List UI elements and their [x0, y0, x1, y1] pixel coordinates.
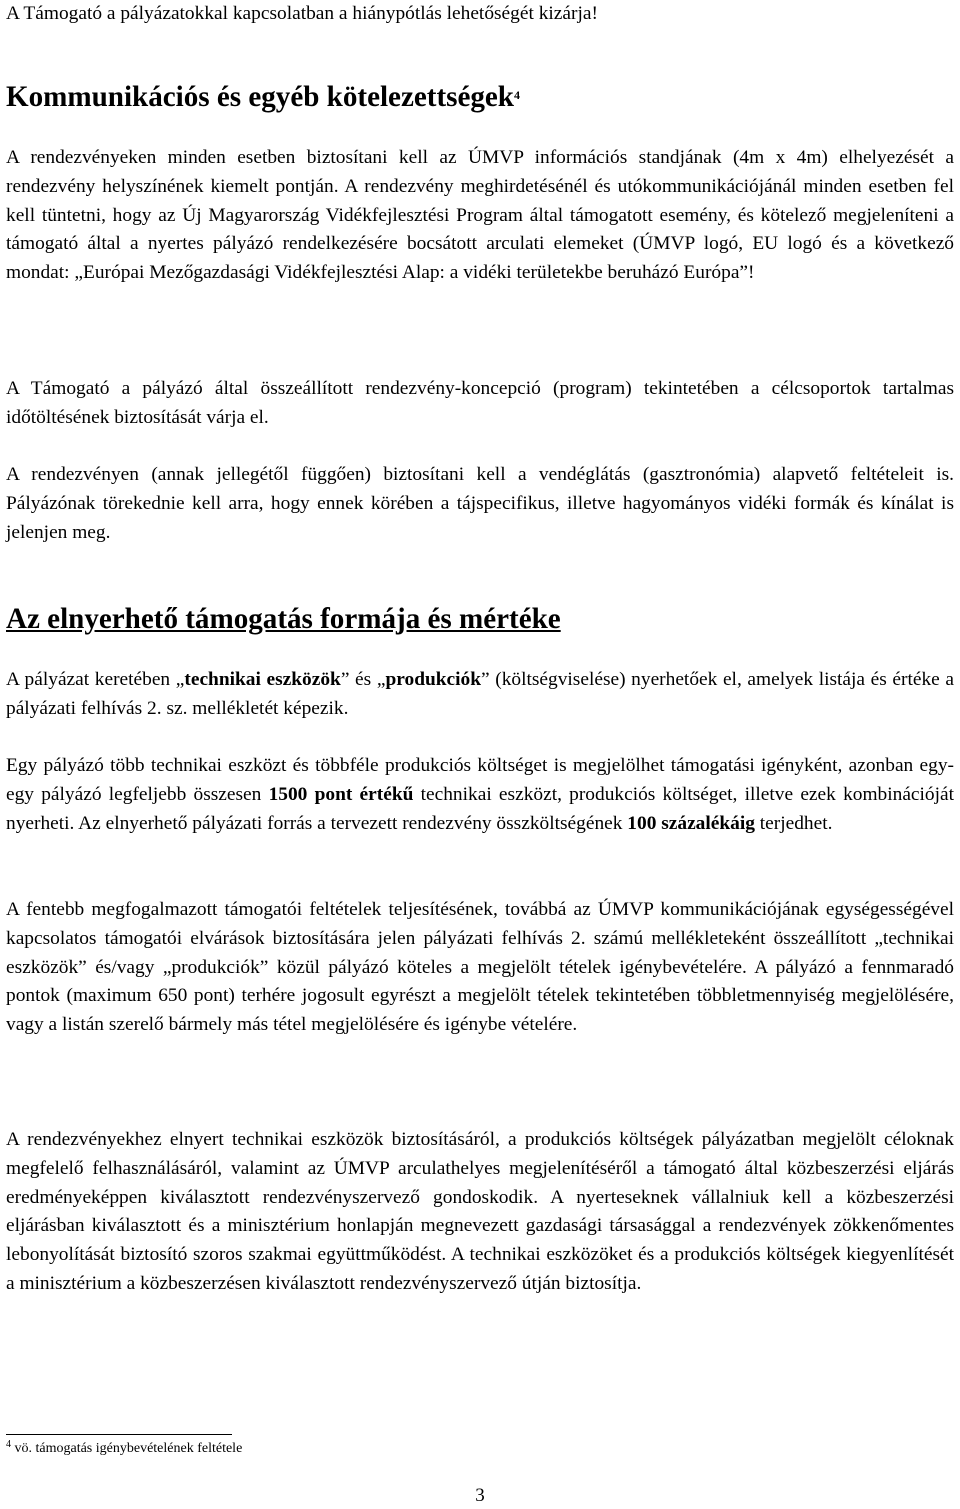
paragraph-eligible-items [6, 666, 954, 724]
text-run: A pályázat keretében „ [6, 669, 185, 690]
paragraph-requirements: A fentebb megfogalmazott támogatói feltételek teljesítésének, továbbá az ÚMVP kommunikációjának egységességével kapcsolatos támogatói elvárások biztosítására jelen pályázati felhívás 2. számú mellékleteként összeállított „technikai eszközök” és/vagy „produkciók” közül pályázó köteles a megjelölt tételek igénybevételére. A pályázó a fennmaradó pontok (maximum 650 pont) terhére jogosult egyrészt a megjelölt tételek tekintetében többletmennyiség megjelölésére, vagy a listán szerelő bármely más tétel megjelölésére és igénybe vételére. [6, 899, 954, 1036]
bold-technical-devices: technikai eszközök [184, 669, 341, 690]
footnote-text: vö. támogatás igénybevételének feltétele [11, 1441, 243, 1456]
paragraph-organizer: A rendezvényekhez elnyert technikai eszközök biztosításáról, a produkciós költségek pályázatban megjelölt céloknak megfelelő felhasználásáról, valamint az ÚMVP arculathelyes megjelenítéséről a támogató által közbeszerzési eljárás eredményeképpen kiválasztott rendezvényszervező gondoskodik. A nyerteseknek vállalniuk kell a közbeszerzési eljárásban kiválasztott és a minisztérium honlapján megnevezett gazdasági társasággal a rendezvények zökkenőmentes lebonyolítását biztosító szoros szakmai együttműködést. A technikai eszközöket és a produkciós költségek kiegyenlítését a minisztérium a közbeszerzésen kiválasztott rendezvényszervező útján biztosítja. [6, 1129, 954, 1294]
bold-percentage: 100 százalékáig [627, 812, 755, 834]
footnote-number: 4 [6, 1439, 11, 1450]
paragraph-catering: A rendezvényen (annak jellegétől függően) biztosítani kell a vendéglátás (gasztronómia) alapvető feltételeit is. Pályázónak törekednie kell arra, hogy ennek körében a tájspecifikus, illetve hagyományos vidéki formák és kínálat is jelenjen meg. [6, 464, 954, 543]
intro-line: A Támogató a pályázatokkal kapcsolatban a hiánypótlás lehetőségét kizárja! [6, 3, 598, 24]
paragraph-program: A Támogató a pályázó által összeállított rendezvény-koncepció (program) tekintetében a célcsoportok tartalmas időtöltésének biztosítását várja el. [6, 378, 954, 428]
text-run: terjedhet. [754, 812, 833, 834]
section-heading-support: Az elnyerhető támogatás formája és mértéke [6, 603, 561, 635]
text-run: Egy pályázó több technikai eszközt és többféle produkciós költséget is megjelölhet támogatási igényként, azonban egy-egy pályázó legfeljebb összesen [6, 755, 954, 805]
footnote-separator [6, 1434, 232, 1435]
footnote-reference: 4 [513, 88, 520, 102]
section-heading-communication [6, 83, 954, 112]
bold-productions: produkciók [385, 669, 482, 690]
paragraph-points-limit [6, 752, 954, 838]
page-number: 3 [475, 1485, 485, 1506]
text-run: technikai eszközt, produkciós költséget, illetve ezek kombinációját nyerheti. Az elnyerhető pályázati forrás a tervezett rendezvény összköltségének [6, 783, 954, 834]
text-run: ” (költségviselése) nyerhetőek el, amelyek listája és értéke a pályázati felhívás 2. sz. mellékletét képezik. [6, 669, 955, 719]
footnote [6, 1440, 242, 1458]
section-heading-text: Kommunikációs és egyéb kötelezettségek [6, 81, 514, 113]
bold-points-value: 1500 pont értékű [268, 783, 414, 805]
paragraph-stand: A rendezvényeken minden esetben biztosítani kell az ÚMVP információs standjának (4m x 4m) elhelyezését a rendezvény helyszínének kiemelt pontján. A rendezvény meghirdetésénél és utókommunikációjánál minden esetben fel kell tüntetni, hogy az Új Magyarország Vidékfejlesztési Program által támogatott esemény, és kötelező megjeleníteni a támogató által a nyertes pályázó rendelkezésére bocsátott arculati elemeket (ÚMVP logó, EU logó és a következő mondat: „Európai Mezőgazdasági Vidékfejlesztési Alap: a vidéki területekbe beruházó Európa”! [6, 147, 954, 284]
text-run: ” és „ [340, 669, 386, 690]
